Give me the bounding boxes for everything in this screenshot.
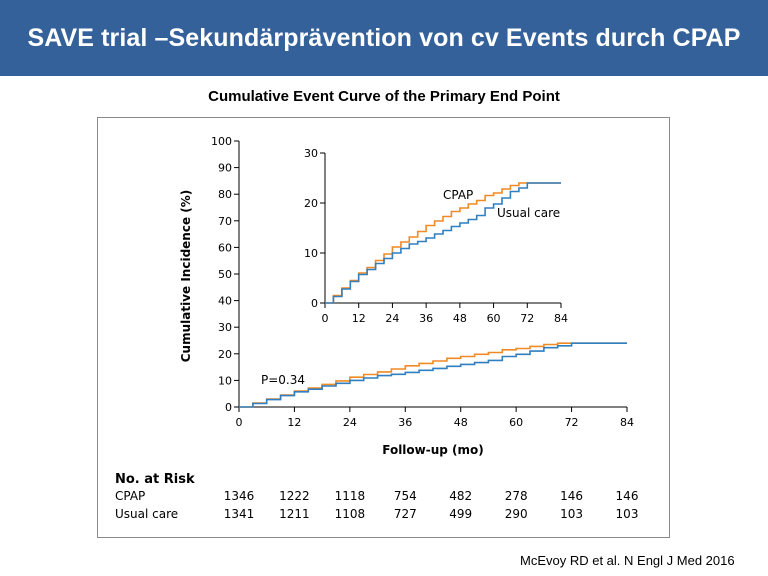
inset-y-tick-label: 20: [304, 197, 318, 210]
x-tick-label: 0: [235, 416, 243, 429]
at-risk-value: 727: [393, 507, 417, 521]
at-risk-value: 1108: [334, 507, 366, 521]
y-tick-label: 100: [211, 135, 232, 148]
y-tick-label: 30: [218, 321, 232, 335]
inset-y-tick-label: 10: [304, 247, 318, 260]
x-axis-title: Follow-up (mo): [382, 443, 484, 457]
inset-x-tick-label: 24: [385, 312, 400, 325]
x-tick-label: 12: [287, 416, 302, 429]
x-tick-label: 60: [509, 416, 524, 429]
x-tick-label: 72: [564, 416, 579, 429]
inset-x-tick-label: 12: [351, 312, 366, 325]
inset-x-tick-label: 60: [486, 312, 501, 325]
y-tick-label: 20: [218, 347, 232, 361]
y-tick-label: 10: [218, 374, 232, 388]
at-risk-value: 1222: [279, 489, 310, 503]
x-tick-label: 24: [342, 416, 357, 429]
x-tick-label: 36: [398, 416, 413, 429]
at-risk-value: 278: [504, 489, 528, 503]
y-tick-label: 70: [218, 214, 232, 228]
at-risk-value: 1211: [279, 507, 310, 521]
at-risk-value: 146: [560, 489, 584, 503]
inset-x-tick-label: 36: [419, 312, 434, 325]
at-risk-value: 290: [504, 507, 528, 521]
at-risk-value: 1118: [334, 489, 366, 503]
at-risk-value: 499: [449, 507, 473, 521]
at-risk-value: 103: [615, 507, 639, 521]
y-tick-label: 0: [225, 401, 232, 414]
y-axis-title: Cumulative Incidence (%): [179, 189, 193, 363]
y-tick-label: 90: [218, 161, 232, 175]
inset-y-tick-label: 30: [304, 147, 318, 160]
inset-x-tick-label: 0: [321, 312, 329, 325]
y-tick-label: 50: [218, 268, 232, 281]
x-tick-label: 48: [453, 416, 468, 429]
chart-subtitle: Cumulative Event Curve of the Primary End Point: [208, 88, 560, 105]
at-risk-row-label: Usual care: [115, 507, 179, 521]
at-risk-value: 1341: [223, 507, 255, 521]
p-value-annotation: P=0.34: [261, 373, 306, 387]
y-tick-label: 40: [218, 294, 232, 308]
figure-frame: [97, 117, 670, 538]
at-risk-value: 1346: [223, 489, 255, 503]
x-tick-label: 84: [620, 416, 634, 429]
at-risk-value: 103: [560, 507, 584, 521]
y-tick-label: 80: [218, 188, 232, 202]
inset-x-tick-label: 72: [520, 312, 535, 325]
at-risk-value: 754: [393, 489, 417, 503]
citation: McEvoy RD et al. N Engl J Med 2016: [520, 553, 735, 568]
at-risk-header: No. at Risk: [115, 472, 195, 487]
y-tick-label: 60: [218, 241, 232, 255]
slide-title: SAVE trial –Sekundärprävention von cv Events durch CPAP: [27, 23, 741, 52]
inset-y-tick-label: 0: [311, 297, 318, 310]
at-risk-value: 482: [449, 489, 473, 503]
cumulative-event-chart: [98, 118, 669, 537]
inset-label-usual-care: Usual care: [497, 206, 561, 220]
at-risk-row-label: CPAP: [115, 489, 146, 503]
inset-label-cpap: CPAP: [443, 188, 474, 202]
inset-x-tick-label: 48: [452, 312, 467, 325]
inset-x-tick-label: 84: [554, 312, 568, 325]
title-banner: [0, 0, 768, 76]
at-risk-value: 146: [615, 489, 639, 503]
